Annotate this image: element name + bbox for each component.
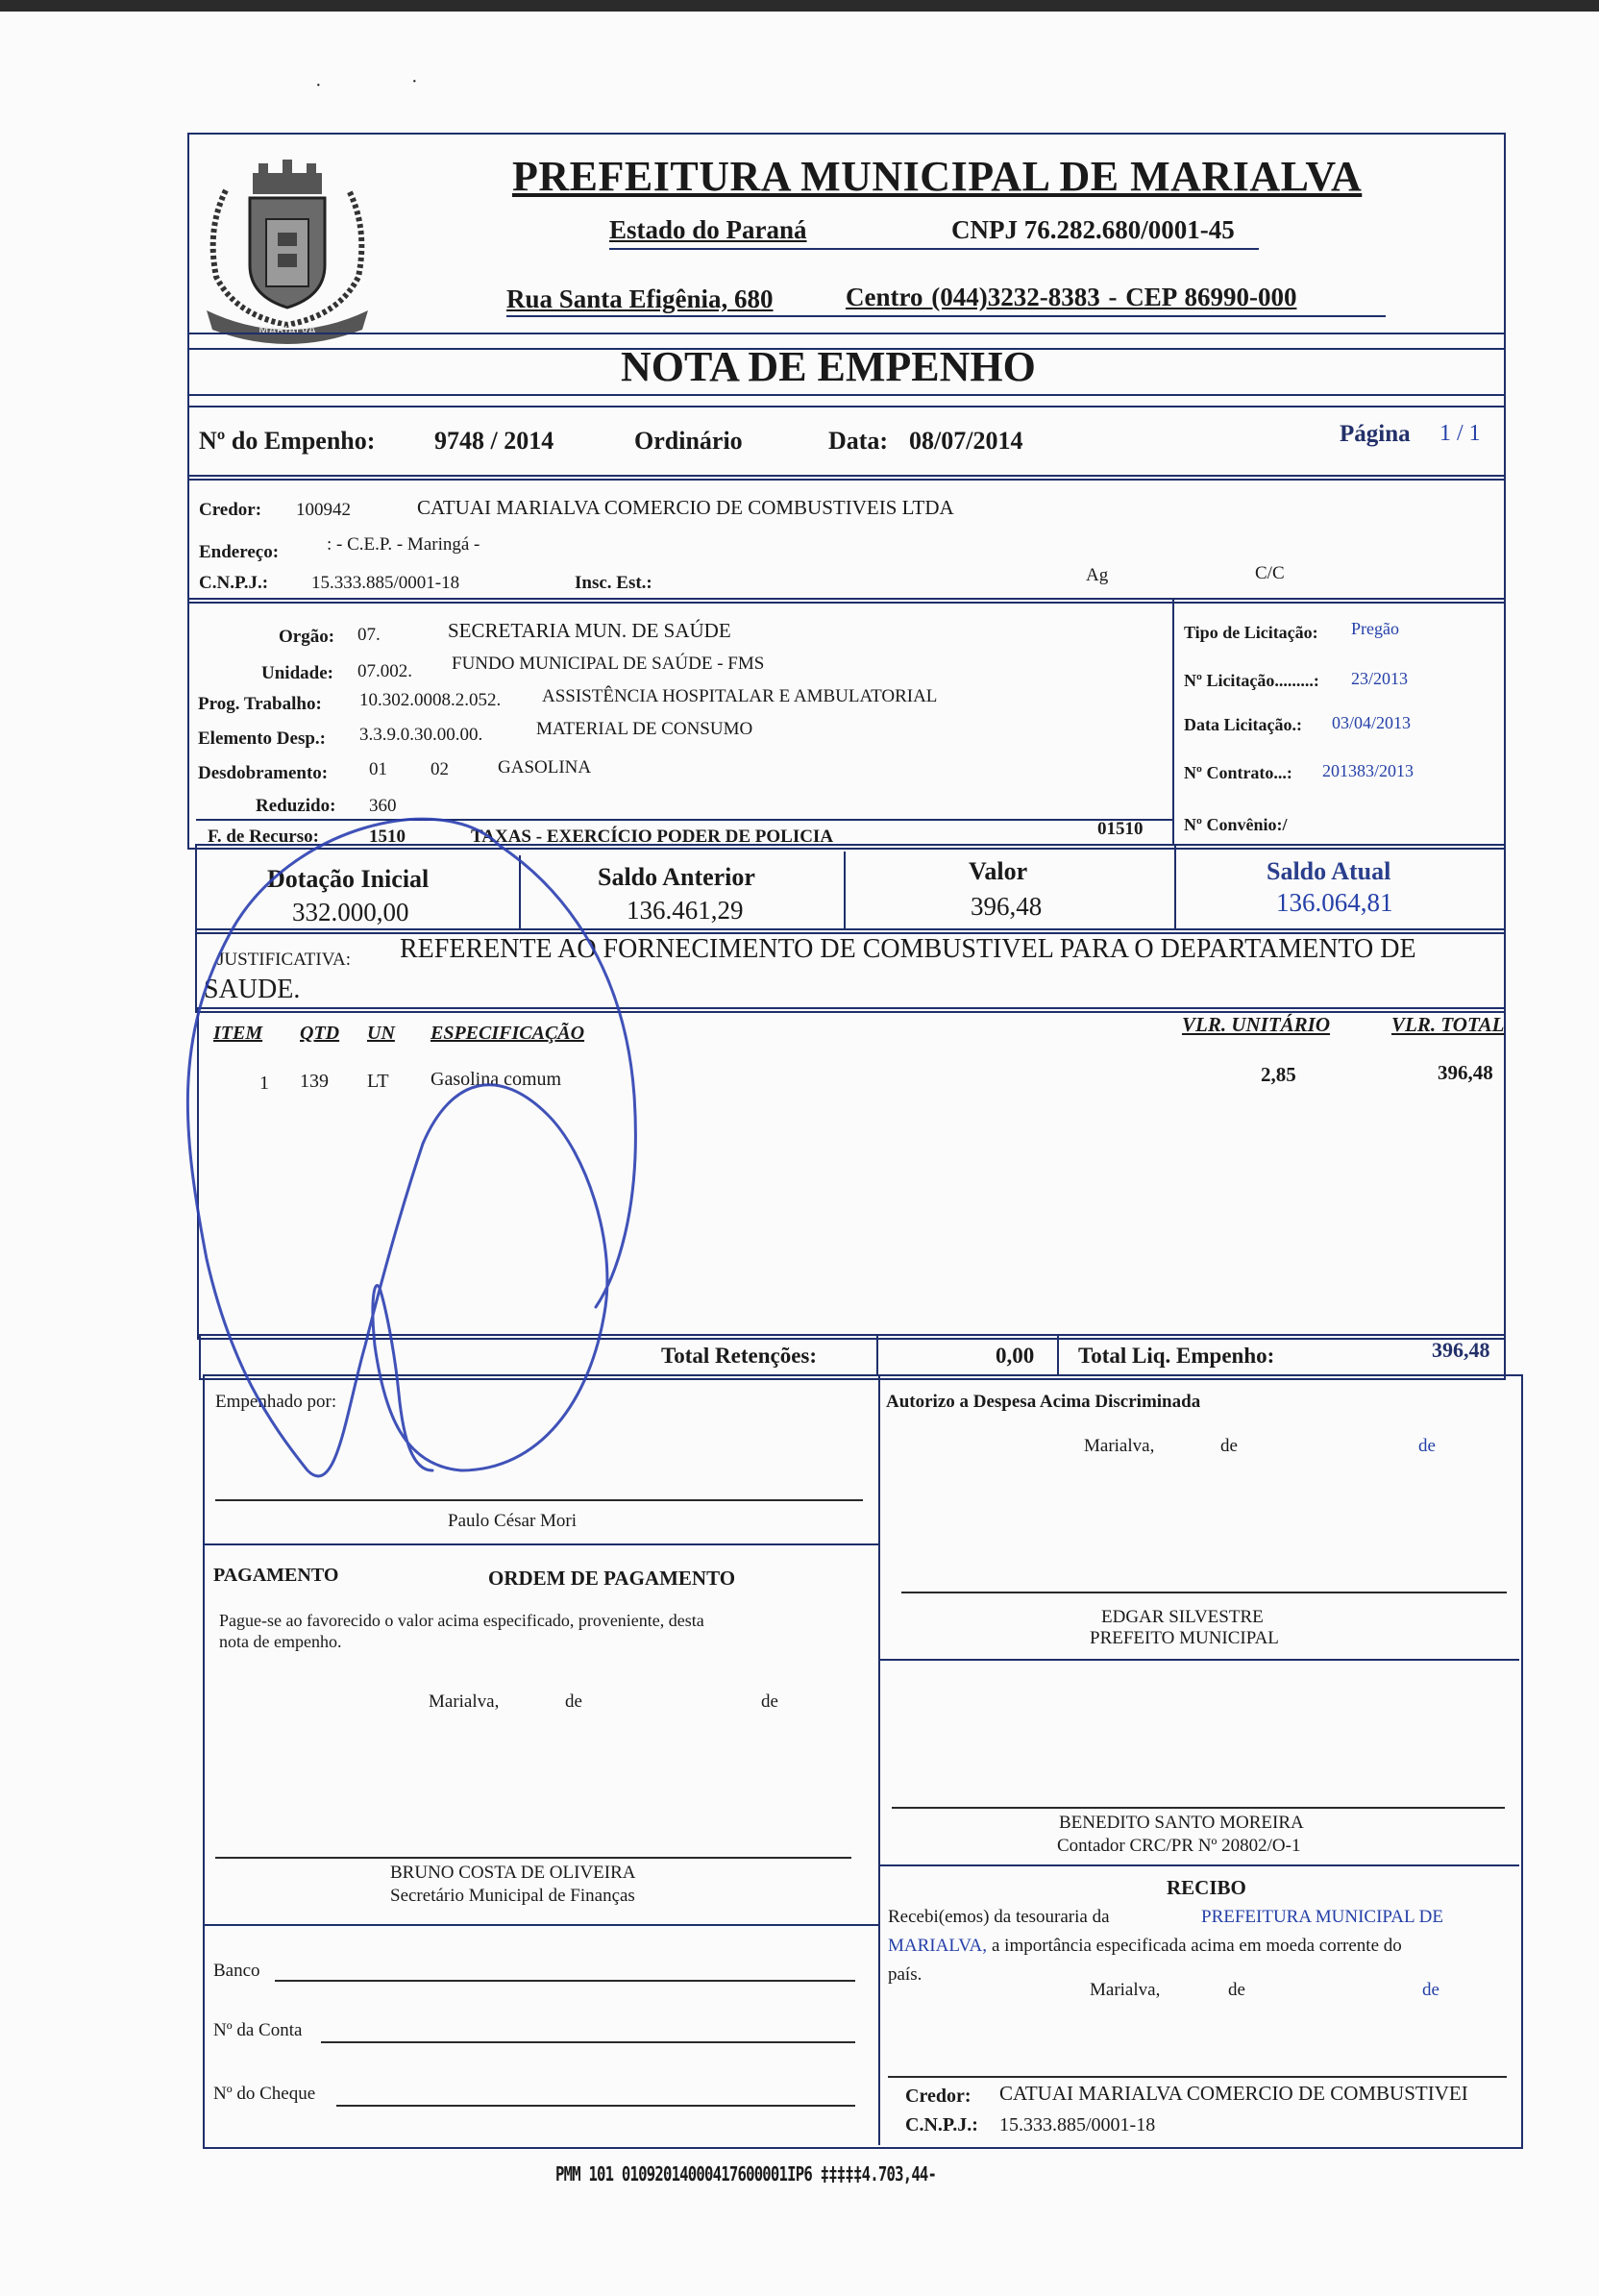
elemento-code: 3.3.9.0.30.00.00.	[359, 725, 483, 745]
retencoes-value: 0,00	[996, 1344, 1035, 1368]
agency-label: Ag	[1086, 565, 1109, 585]
recibo-credor-label: Credor:	[905, 2086, 972, 2107]
elemento-name: MATERIAL DE CONSUMO	[536, 719, 753, 739]
recibo-title: RECIBO	[1167, 1876, 1246, 1899]
col-header-item: ITEM	[213, 1023, 263, 1044]
tipo-licitacao-value: Pregão	[1351, 619, 1399, 638]
empenho-date: 08/07/2014	[909, 427, 1023, 455]
dotacao-value: 332.000,00	[292, 898, 409, 926]
cnpj-label: C.N.P.J.:	[199, 573, 269, 593]
row-item: 1	[259, 1073, 269, 1094]
prog-label: Prog. Trabalho:	[198, 694, 322, 714]
valor-value: 396,48	[971, 892, 1043, 921]
desdobramento-code2: 02	[430, 759, 449, 779]
recibo-credor-value: CATUAI MARIALVA COMERCIO DE COMBUSTIVEI	[999, 2082, 1468, 2105]
row-qtd: 139	[300, 1071, 329, 1092]
creditor-cnpj: 15.333.885/0001-18	[311, 573, 460, 593]
recurso-number: 01510	[1097, 819, 1144, 839]
address-header: Rua Santa Efigênia, 680	[506, 284, 774, 313]
tipo-licitacao-label: Tipo de Licitação:	[1184, 623, 1318, 642]
valor-label: Valor	[969, 857, 1028, 885]
retencoes-label: Total Retenções:	[661, 1344, 818, 1368]
unidade-name: FUNDO MUNICIPAL DE SAÚDE - FMS	[452, 654, 765, 674]
saldo-anterior-label: Saldo Anterior	[598, 863, 755, 891]
pagamento-label: PAGAMENTO	[213, 1565, 339, 1586]
conta-label: Nº da Conta	[213, 2020, 303, 2040]
desdobramento-name: GASOLINA	[498, 757, 592, 778]
num-licitacao-label: Nº Licitação.........:	[1184, 671, 1319, 690]
svg-text:MARIALVA: MARIALVA	[258, 324, 316, 337]
prefeito-title: PREFEITO MUNICIPAL	[1090, 1628, 1279, 1648]
autorizo-de-1: de	[1220, 1436, 1238, 1456]
empenho-number: 9748 / 2014	[434, 427, 554, 455]
recurso-code: 1510	[369, 827, 406, 847]
creditor-code: 100942	[296, 500, 351, 520]
address-label: Endereço:	[199, 542, 280, 562]
secretario-name: BRUNO COSTA DE OLIVEIRA	[390, 1863, 636, 1883]
page-label: Página	[1340, 421, 1411, 447]
pagamento-city: Marialva,	[429, 1691, 500, 1712]
recibo-cnpj-value: 15.333.885/0001-18	[999, 2114, 1156, 2136]
pagamento-de-1: de	[565, 1691, 582, 1712]
recibo-text-cont: a importância especificada acima em moeda corrente do	[992, 1936, 1402, 1956]
recurso-label: F. de Recurso:	[208, 827, 319, 847]
desdobramento-code1: 01	[369, 759, 387, 779]
scan-speck: ·	[315, 75, 322, 96]
saldo-atual-value: 136.064,81	[1276, 888, 1393, 917]
empenhado-name: Paulo César Mori	[448, 1511, 578, 1531]
orgao-label: Orgão:	[279, 627, 335, 647]
pagamento-text-cont: nota de empenho.	[219, 1632, 342, 1651]
desdobramento-label: Desdobramento:	[198, 763, 329, 783]
col-header-spec: ESPECIFICAÇÃO	[430, 1023, 585, 1044]
document-code: PMM 101 01092014000417600001IP6 ‡‡‡‡‡4.703,44-	[555, 2162, 937, 2185]
recibo-text-city: MARIALVA,	[888, 1936, 987, 1956]
recibo-city: Marialva,	[1090, 1980, 1161, 2000]
state-name: Estado do Paraná	[609, 215, 807, 244]
insc-est-label: Insc. Est.:	[575, 573, 652, 593]
secretario-title: Secretário Municipal de Finanças	[390, 1886, 635, 1906]
col-header-unit-value: VLR. UNITÁRIO	[1182, 1013, 1331, 1036]
saldo-anterior-value: 136.461,29	[627, 896, 744, 925]
contrato-value: 201383/2013	[1322, 761, 1414, 780]
autorizo-de-2: de	[1418, 1436, 1436, 1456]
empenho-number-label: Nº do Empenho:	[199, 427, 376, 455]
contador-title: Contador CRC/PR Nº 20802/O-1	[1057, 1836, 1301, 1856]
justification-text-cont: SAUDE.	[204, 975, 301, 1004]
row-spec: Gasolina comum	[430, 1069, 562, 1090]
contrato-label: Nº Contrato...:	[1184, 763, 1292, 782]
cnpj-header: CNPJ 76.282.680/0001-45	[951, 215, 1235, 244]
orgao-name: SECRETARIA MUN. DE SAÚDE	[448, 619, 731, 642]
data-licitacao-label: Data Licitação.:	[1184, 715, 1302, 734]
autorizo-city: Marialva,	[1084, 1436, 1155, 1456]
contador-name: BENEDITO SANTO MOREIRA	[1059, 1813, 1304, 1833]
row-total-value: 396,48	[1438, 1061, 1493, 1084]
creditor-name: CATUAI MARIALVA COMERCIO DE COMBUSTIVEIS LTDA	[417, 496, 954, 519]
recibo-text-end: país.	[888, 1964, 922, 1985]
col-header-qtd: QTD	[300, 1023, 340, 1044]
banco-label: Banco	[213, 1961, 260, 1981]
recibo-de-1: de	[1228, 1980, 1245, 2000]
recibo-text-entity: PREFEITURA MUNICIPAL DE	[1201, 1907, 1443, 1927]
prog-code: 10.302.0008.2.052.	[359, 690, 502, 710]
col-header-un: UN	[367, 1023, 395, 1044]
liquid-total-value: 396,48	[1432, 1338, 1490, 1362]
cheque-label: Nº do Cheque	[213, 2084, 316, 2104]
row-unit-value: 2,85	[1261, 1063, 1296, 1086]
creditor-address: : - C.E.P. - Maringá -	[327, 534, 480, 555]
autorizo-text: Autorizo a Despesa Acima Discriminada	[886, 1392, 1201, 1412]
prog-name: ASSISTÊNCIA HOSPITALAR E AMBULATORIAL	[542, 686, 938, 706]
recibo-text: Recebi(emos) da tesouraria da	[888, 1907, 1110, 1927]
pagamento-text: Pague-se ao favorecido o valor acima especificado, proveniente, desta	[219, 1611, 704, 1630]
recurso-name: TAXAS - EXERCÍCIO PODER DE POLICIA	[471, 827, 834, 847]
account-label: C/C	[1255, 563, 1285, 583]
prefeito-name: EDGAR SILVESTRE	[1101, 1607, 1264, 1627]
liquid-total-label: Total Liq. Empenho:	[1078, 1344, 1275, 1368]
row-un: LT	[367, 1071, 389, 1092]
unidade-label: Unidade:	[261, 663, 333, 683]
dotacao-label: Dotação Inicial	[267, 865, 430, 893]
data-licitacao-value: 03/04/2013	[1332, 713, 1412, 732]
convenio-label: Nº Convênio:/	[1184, 815, 1288, 834]
orgao-code: 07.	[357, 625, 381, 645]
contact-header: Centro (044)3232-8383 - CEP 86990-000	[846, 283, 1297, 311]
scan-speck: ·	[411, 71, 418, 92]
pagamento-de-2: de	[761, 1691, 778, 1712]
reduzido-label: Reduzido:	[256, 796, 336, 816]
col-header-total-value: VLR. TOTAL	[1391, 1013, 1505, 1036]
justification-text: REFERENTE AO FORNECIMENTO DE COMBUSTIVEL PARA O DEPARTAMENTO DE	[400, 934, 1416, 964]
empenhado-label: Empenhado por:	[215, 1392, 337, 1412]
unidade-code: 07.002.	[357, 661, 412, 681]
ordem-pagamento-title: ORDEM DE PAGAMENTO	[488, 1567, 736, 1590]
creditor-label: Credor:	[199, 500, 262, 520]
num-licitacao-value: 23/2013	[1351, 669, 1409, 688]
municipality-title: PREFEITURA MUNICIPAL DE MARIALVA	[512, 153, 1363, 200]
page-number: 1 / 1	[1439, 421, 1481, 446]
document-title: NOTA DE EMPENHO	[621, 343, 1036, 390]
elemento-label: Elemento Desp.:	[198, 728, 326, 749]
saldo-atual-label: Saldo Atual	[1267, 857, 1391, 885]
date-label: Data:	[828, 427, 889, 455]
recibo-cnpj-label: C.N.P.J.:	[905, 2114, 978, 2136]
empenho-type: Ordinário	[634, 427, 743, 455]
recibo-de-2: de	[1422, 1980, 1439, 2000]
reduzido-value: 360	[369, 796, 397, 816]
justification-label: JUSTIFICATIVA:	[217, 950, 352, 970]
